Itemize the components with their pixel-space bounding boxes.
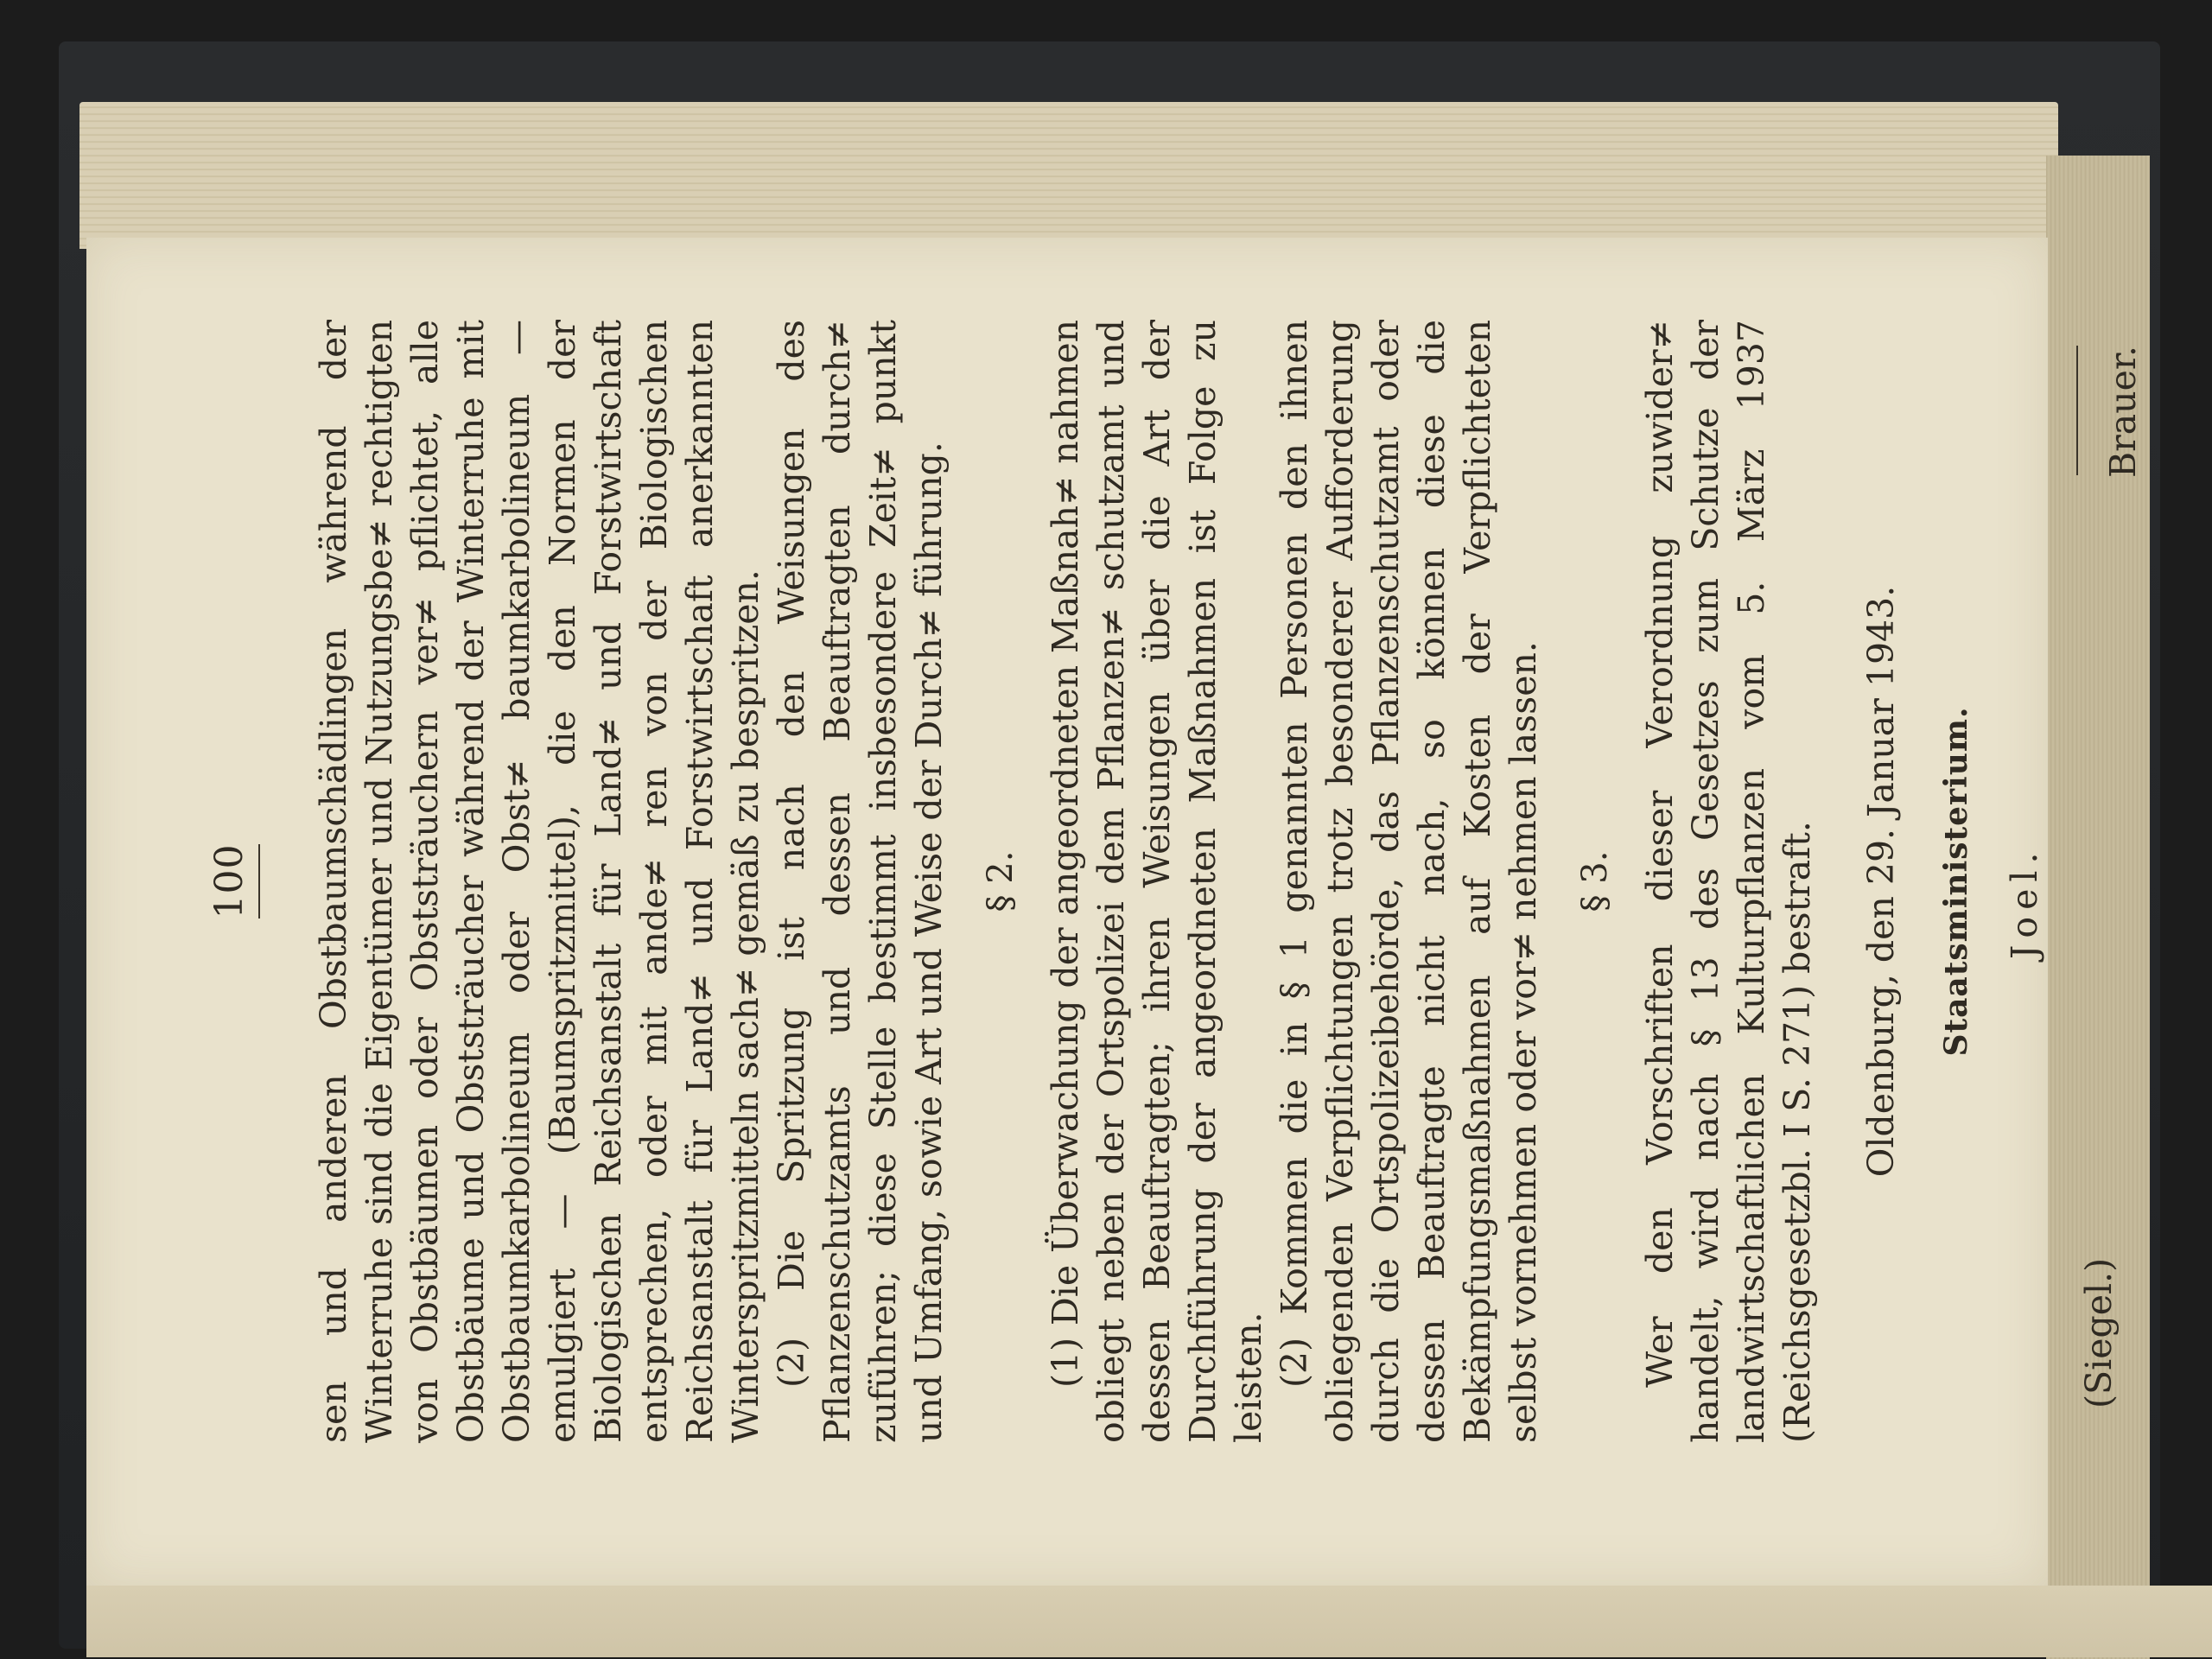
section-heading: § 2. [981, 850, 1020, 912]
dateline: Oldenburg, den 29. Januar 1943. [1860, 585, 1902, 1178]
paragraph: Wer den Vorschriften dieser Verordnung zuwider≠ handelt, wird nach § 13 des Gesetzes zum Schutze der landwirtschaftlichen Kulturpflanzen vom 5. März 1937 (Reichsgesetzbl. I S. 271) bestraft. [1639, 320, 1818, 1443]
seal-label: (Siegel.) [2078, 1257, 2120, 1408]
signature-right: Brauer. [2102, 346, 2144, 478]
paragraph: (2) Die Spritzung ist nach den Weisungen des Pflanzenschutzamts und dessen Beauftragten durch≠ zuführen; diese Stelle bestimmt insbesondere Zeit≠ punkt und Umfang, sowie Art und Weise der Durch≠ führung. [771, 320, 950, 1443]
issuing-authority: Staatsministerium. [1938, 706, 1974, 1057]
facing-page-edge [86, 1586, 2212, 1657]
paragraph: sen und anderen Obstbaumschädlingen während der Winterruhe sind die Eigentümer und Nutzungsbe≠ rechtigten von Obstbäumen oder Obststräuchern ver≠ pflichtet, alle Obstbäume und Obststräucher während der Winterruhe mit Obstbaumkarbolineum oder Obst≠ baumkarbolineum — emulgiert — (Baumspritzmittel), die den Normen der Biologischen Reichsanstalt für Land≠ und Forstwirtschaft entsprechen, oder mit ande≠ ren von der Biologischen Reichsanstalt für Land≠ und Forstwirtschaft anerkannten Winterspritzmitteln sach≠ gemäß zu bespritzen. [313, 320, 766, 1443]
section-heading: § 3. [1575, 850, 1615, 912]
signature-right-block [2076, 346, 2146, 478]
page-number: 100 [207, 844, 260, 919]
page-edges-top [79, 102, 2058, 249]
paragraph: (2) Kommen die in § 1 genannten Personen den ihnen obliegenden Verpflichtungen trotz besonderer Aufforderung durch die Ortspolizeibehörde, das Pflanzenschutzamt oder dessen Beauftragte nicht nach, so können diese die Bekämpfungsmaßnahmen auf Kosten der Verpflichteten selbst vornehmen oder vor≠ nehmen lassen. [1274, 320, 1544, 1443]
page-header [207, 320, 260, 1443]
page-text-block [207, 320, 2144, 1443]
signature-row [2002, 320, 2054, 1443]
signature-rule [2076, 346, 2078, 475]
signature-center: Joel. [2004, 845, 2045, 959]
paragraph: (1) Die Überwachung der angeordneten Maßnah≠ nahmen obliegt neben der Ortspolizei dem Pflanzen≠ schutzamt und dessen Beauftragten; ihren Weisungen über die Art der Durchführung der angeordneten Maßnahmen ist Folge zu leisten. [1045, 320, 1269, 1443]
body-text [311, 320, 2144, 1443]
signature-row-2 [2076, 320, 2144, 1443]
